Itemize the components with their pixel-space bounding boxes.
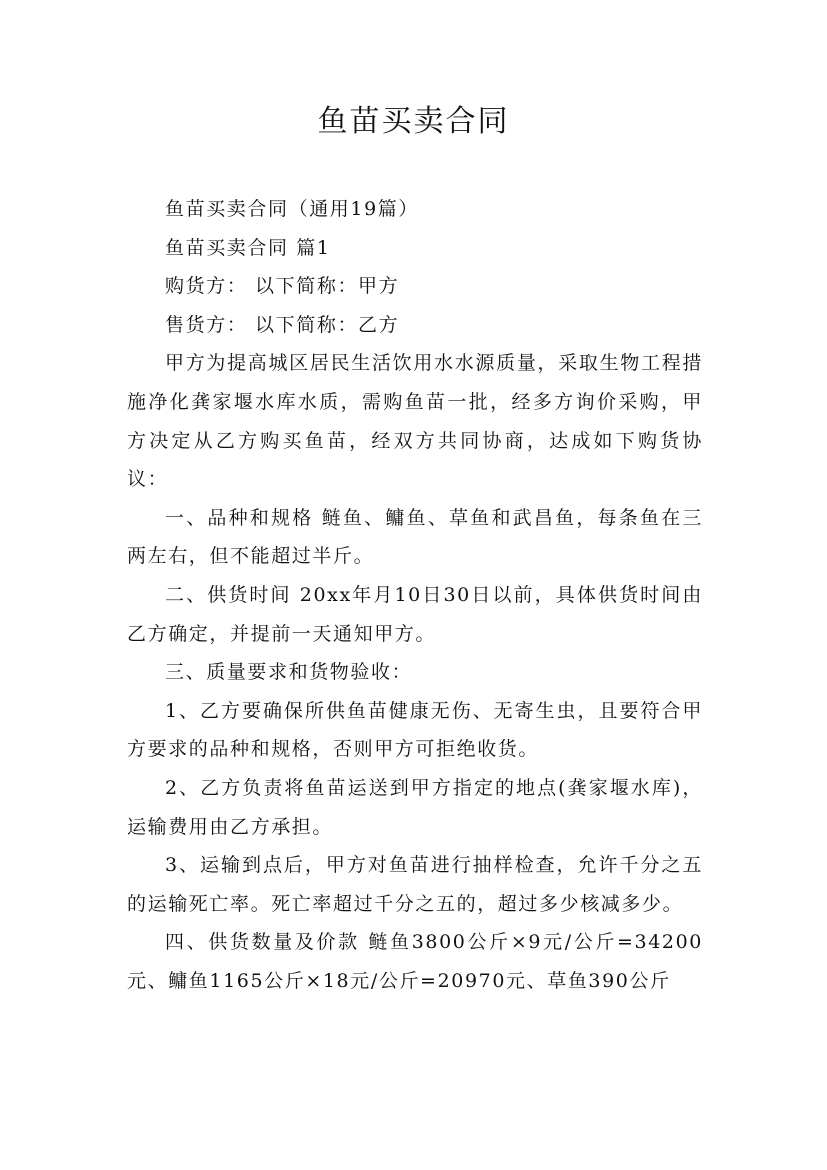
paragraph-clause-3-1: 1、乙方要确保所供鱼苗健康无伤、无寄生虫，且要符合甲方要求的品种和规格，否则甲方可拒绝收货。 [127,699,703,761]
paragraph-article-heading: 鱼苗买卖合同 篇1 [165,236,331,259]
document-title: 鱼苗买卖合同 [317,104,510,139]
paragraph-clause-3: 三、质量要求和货物验收： [165,661,413,684]
document-body [127,190,703,1000]
paragraph-preamble: 甲方为提高城区居民生活饮用水水源质量，采取生物工程措施净化龚家堰水库水质，需购鱼苗一批，经多方询价采购，甲方决定从乙方购买鱼苗，经双方共同协商，达成如下购货协议： [127,352,703,491]
paragraph-doc-heading: 鱼苗买卖合同（通用19篇） [165,198,419,220]
paragraph-clause-3-3: 3、运输到点后，甲方对鱼苗进行抽样检查，允许千分之五的运输死亡率。死亡率超过千分之五的，超过多少核减多少。 [127,854,703,915]
paragraph-clause-2: 二、供货时间 20xx年月10日30日以前，具体供货时间由乙方确定，并提前一天通知甲方。 [127,583,703,645]
paragraph-buyer: 购货方： 以下简称：甲方 [165,275,400,298]
paragraph-seller: 售货方： 以下简称：乙方 [165,313,400,336]
paragraph-clause-4: 四、供货数量及价款 鲢鱼3800公斤×9元/公斤=34200元、鳙鱼1165公斤×18元/公斤=20970元、草鱼390公斤 [127,931,703,992]
paragraph-clause-3-2: 2、乙方负责将鱼苗运送到甲方指定的地点(龚家堰水库)，运输费用由乙方承担。 [127,776,703,838]
paragraph-clause-1: 一、品种和规格 鲢鱼、鳙鱼、草鱼和武昌鱼，每条鱼在三两左右，但不能超过半斤。 [127,506,703,568]
